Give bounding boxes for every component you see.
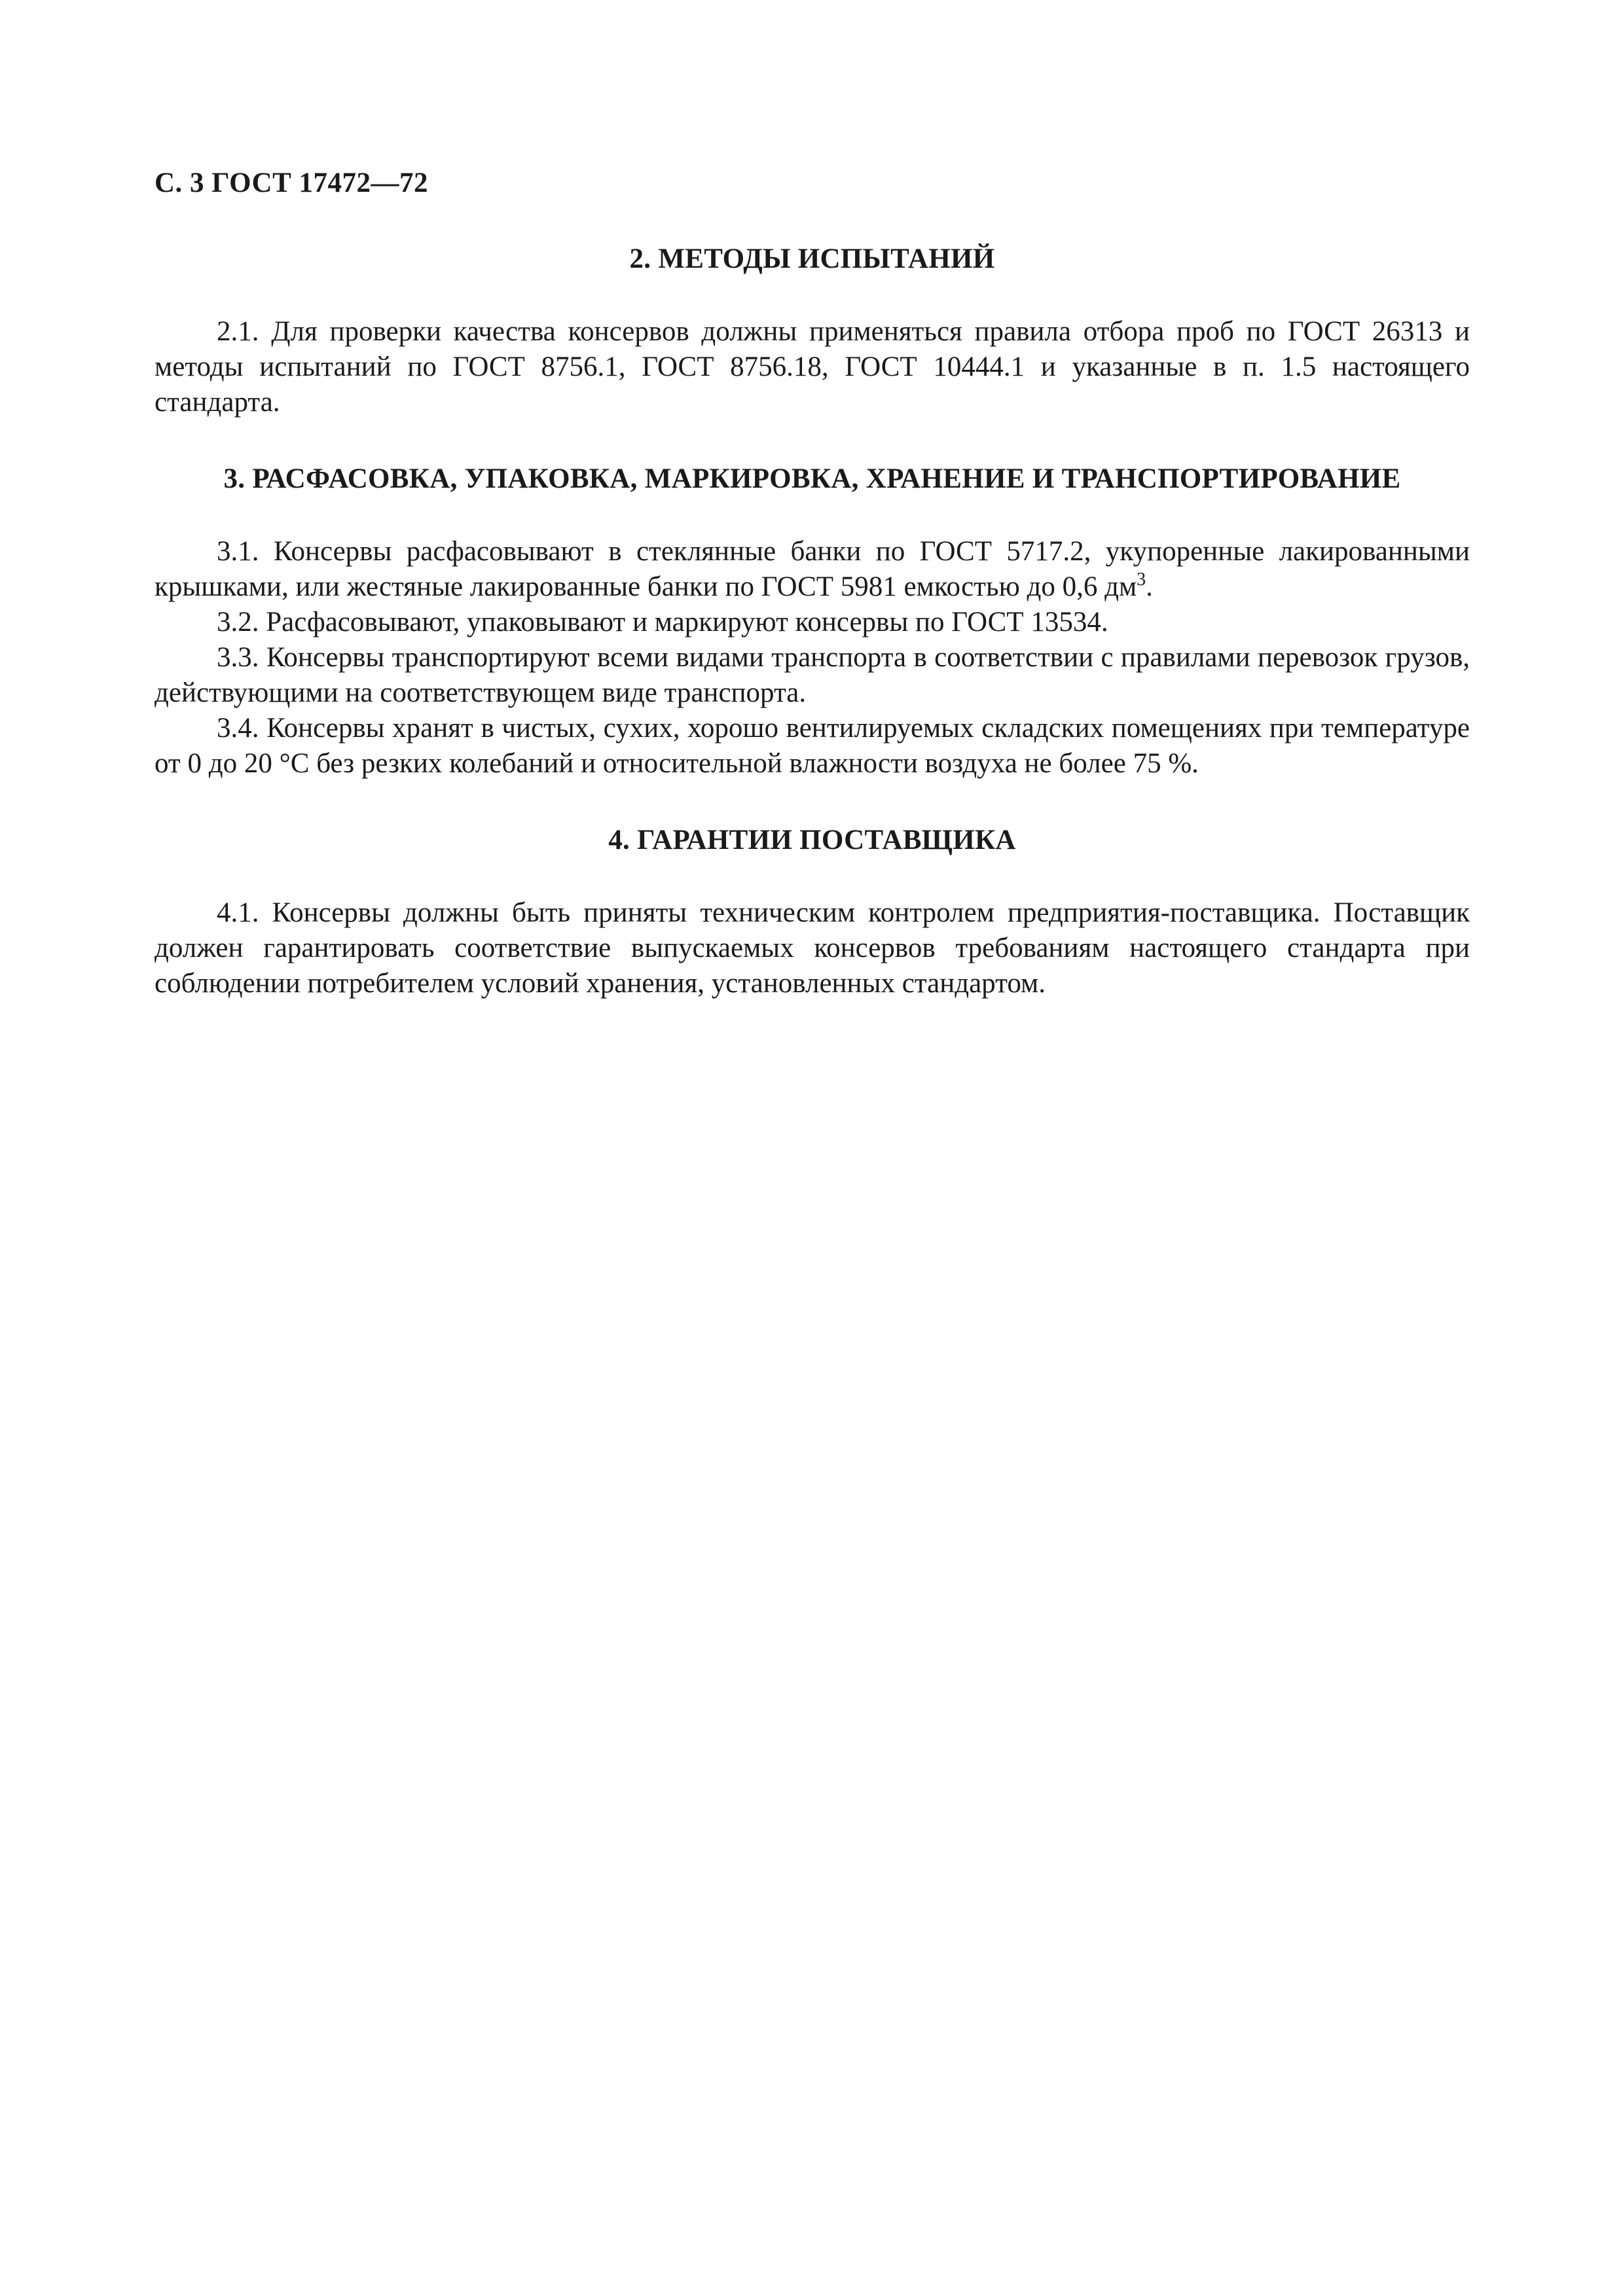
section-supplier-guarantees xyxy=(155,822,1470,1001)
paragraph-3-1-suffix: . xyxy=(1146,571,1153,602)
paragraph-3-1-text: 3.1. Консервы расфасовывают в стеклянные банки по ГОСТ 5717.2, укупоренные лакированными крышками, или жестяные лакированные банки по ГОСТ 5981 емкостью до 0,6 дм xyxy=(155,536,1470,602)
section-packaging-storage xyxy=(155,461,1470,781)
paragraph-3-3: 3.3. Консервы транспортируют всеми видами транспорта в соответствии с правилами перевозок грузов, действующими на соответствующем виде транспорта. xyxy=(155,642,1470,708)
paragraph-4-1: 4.1. Консервы должны быть приняты техническим контролем предприятия-поставщика. Поставщик должен гарантировать соответствие выпускаемых консервов требованиям настоящего стандарта при соблюдении потребителем условий хранения, установленных стандартом. xyxy=(155,897,1470,999)
section-title: 2. МЕТОДЫ ИСПЫТАНИЙ xyxy=(629,243,995,274)
paragraph-3-4: 3.4. Консервы хранят в чистых, сухих, хорошо вентилируемых складских помещениях при температуре от 0 до 20 °С без резких колебаний и относительной влажности воздуха не более 75 %. xyxy=(155,713,1470,779)
section-title: 3. РАСФАСОВКА, УПАКОВКА, МАРКИРОВКА, ХРАНЕНИЕ И ТРАНСПОРТИРОВАНИЕ xyxy=(223,463,1401,494)
superscript: 3 xyxy=(1137,569,1146,590)
section-title: 4. ГАРАНТИИ ПОСТАВЩИКА xyxy=(608,825,1016,855)
document-body xyxy=(155,241,1470,1042)
paragraph-3-2: 3.2. Расфасовывают, упаковывают и маркируют консервы по ГОСТ 13534. xyxy=(217,607,1108,637)
running-head: С. 3 ГОСТ 17472—72 xyxy=(155,168,429,198)
paragraph-3-1 xyxy=(155,534,1470,605)
section-test-methods xyxy=(155,241,1470,420)
paragraph-2-1: 2.1. Для проверки качества консервов должны применяться правила отбора проб по ГОСТ 26313 и методы испытаний по ГОСТ 8756.1, ГОСТ 8756.18, ГОСТ 10444.1 и указанные в п. 1.5 настоящего стандарта. xyxy=(155,316,1470,418)
